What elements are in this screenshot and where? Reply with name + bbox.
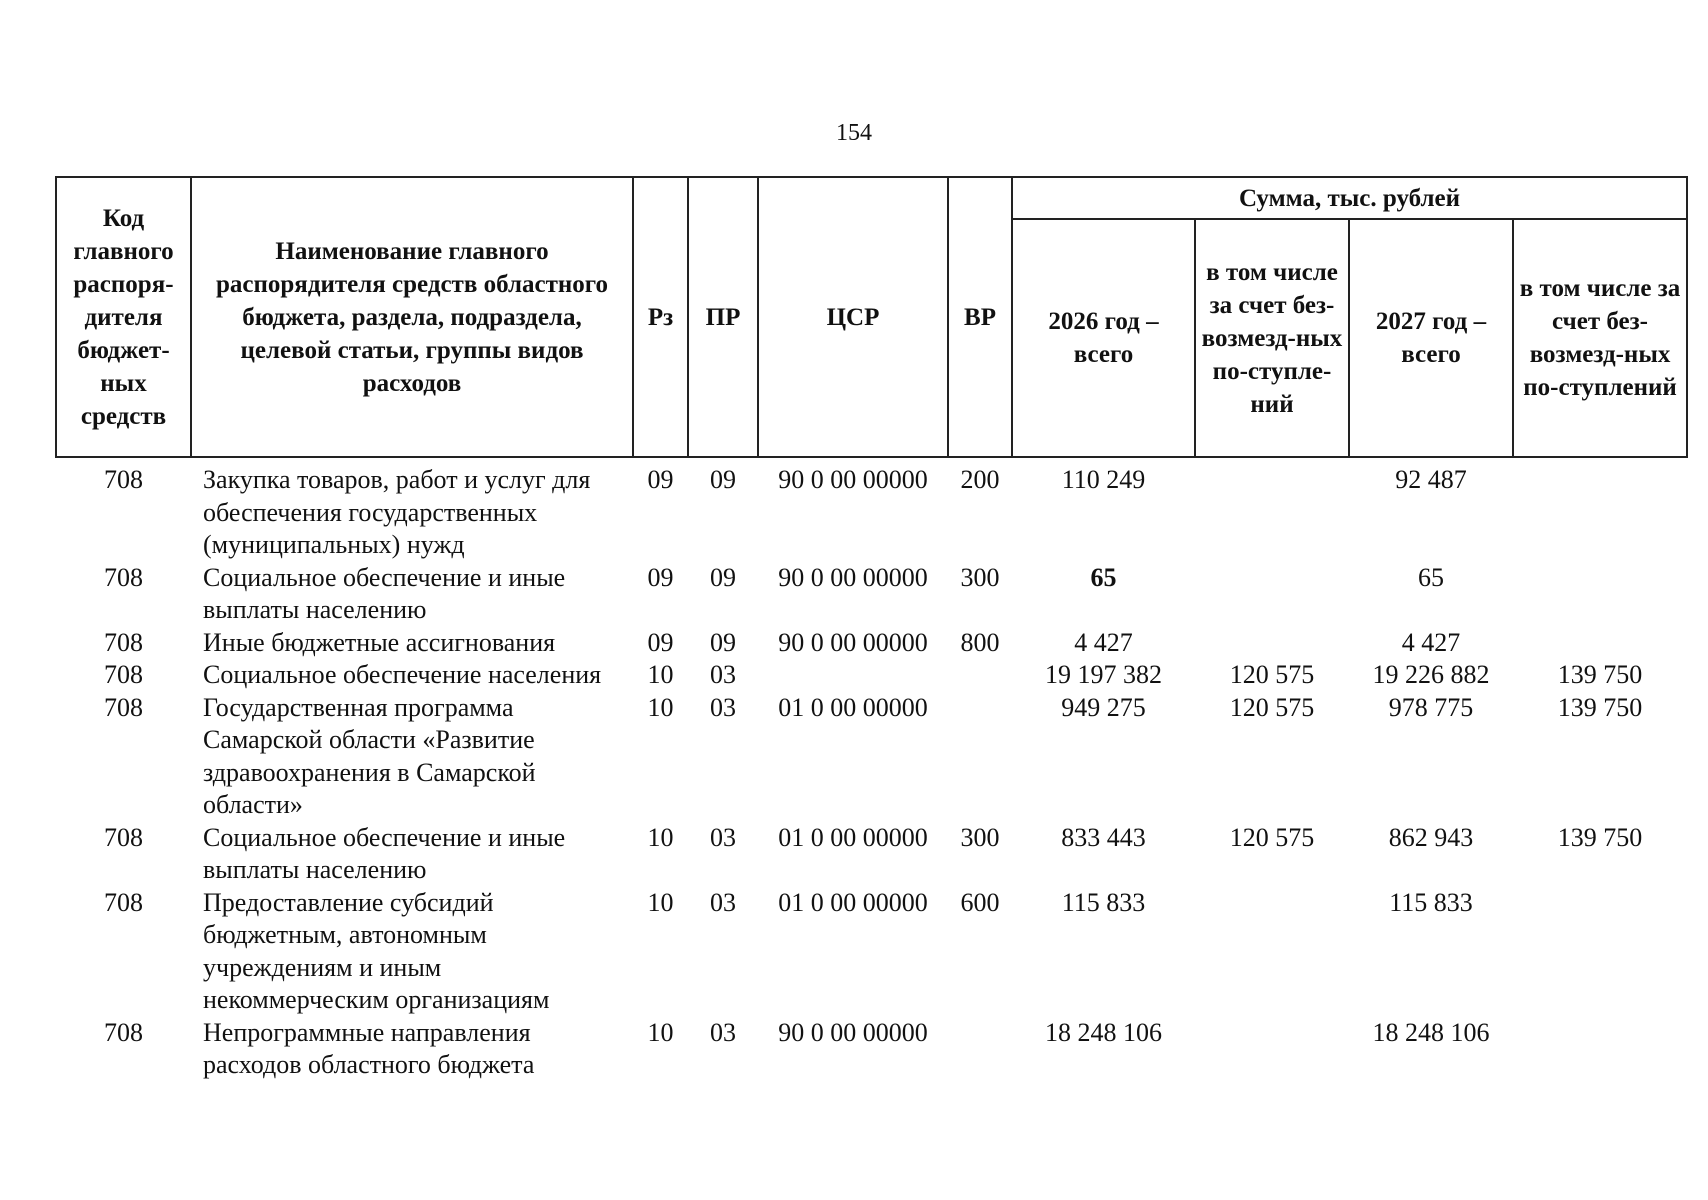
cell-name: Государственная программа Самарской области «Развитие здравоохранения в Самарской области» <box>203 692 536 819</box>
cell-pr: 03 <box>710 887 736 917</box>
cell-vr: 800 <box>960 627 1000 657</box>
cell-csr: 01 0 00 00000 <box>778 887 928 917</box>
cell-2026-grants: 120 575 <box>1229 692 1315 722</box>
cell-2027-grants: 139 750 <box>1557 660 1643 689</box>
cell-vr: 300 <box>960 822 1000 852</box>
cell-2026-total: 65 <box>1090 562 1117 592</box>
cell-pr: 03 <box>710 1017 736 1047</box>
cell-code: 708 <box>104 465 143 494</box>
cell-rz: 10 <box>647 692 674 722</box>
cell-2026-total: 949 275 <box>1061 692 1146 722</box>
cell-rz: 09 <box>647 627 674 657</box>
table-row <box>56 1017 1687 1082</box>
cell-vr: 600 <box>960 887 1000 917</box>
table-row <box>56 692 1687 822</box>
cell-rz: 10 <box>647 660 674 689</box>
cell-vr <box>948 659 1012 692</box>
table-row <box>56 627 1687 660</box>
cell-2026-grants: 120 575 <box>1229 660 1315 689</box>
header-vr: ВР <box>948 177 1012 457</box>
cell-rz: 10 <box>647 822 674 852</box>
cell-pr: 03 <box>710 692 736 722</box>
cell-vr <box>948 692 1012 822</box>
cell-2027-grants <box>1513 887 1687 1017</box>
cell-csr <box>758 659 948 692</box>
cell-2027-total: 18 248 106 <box>1372 1017 1490 1047</box>
budget-table <box>55 176 1688 1082</box>
cell-2027-total: 65 <box>1418 562 1444 592</box>
cell-csr: 90 0 00 00000 <box>778 1017 928 1047</box>
cell-2026-grants <box>1195 1017 1349 1082</box>
table-body <box>56 457 1687 1082</box>
header-2026-total: 2026 год – всего <box>1012 219 1195 457</box>
cell-2026-total: 833 443 <box>1061 822 1146 852</box>
header-name: Наименование главного распорядителя средств областного бюджета, раздела, подраздела, целевой статьи, группы видов расходов <box>191 177 633 457</box>
page-number: 154 <box>836 120 872 146</box>
cell-pr: 03 <box>710 822 736 852</box>
cell-vr: 200 <box>960 465 1000 494</box>
cell-2026-grants <box>1195 562 1349 627</box>
cell-2026-grants <box>1195 887 1349 1017</box>
header-csr: ЦСР <box>758 177 948 457</box>
cell-2027-grants: 139 750 <box>1557 692 1643 722</box>
cell-2026-total: 110 249 <box>1061 465 1146 494</box>
cell-2027-total: 92 487 <box>1395 465 1467 494</box>
cell-name: Непрограммные направления расходов областного бюджета <box>203 1017 535 1079</box>
cell-2026-grants: 120 575 <box>1229 822 1315 852</box>
cell-2027-total: 115 833 <box>1389 887 1473 917</box>
cell-rz: 09 <box>647 465 674 494</box>
cell-2027-grants <box>1513 457 1687 562</box>
table-row <box>56 659 1687 692</box>
cell-pr: 09 <box>710 465 736 494</box>
cell-2027-total: 4 427 <box>1401 627 1461 657</box>
cell-2026-total: 18 248 106 <box>1045 1017 1162 1047</box>
header-rz: Рз <box>633 177 688 457</box>
table-row <box>56 822 1687 887</box>
table-row <box>56 457 1687 562</box>
header-2026-grants: в том числе за счет без-возмезд-ных по-ступле-ний <box>1195 219 1349 457</box>
cell-rz: 10 <box>647 887 674 917</box>
cell-2027-grants <box>1513 562 1687 627</box>
cell-2027-grants <box>1513 627 1687 660</box>
cell-rz: 09 <box>647 562 674 592</box>
cell-code: 708 <box>104 887 143 917</box>
cell-2027-total: 19 226 882 <box>1372 660 1490 689</box>
cell-name: Предоставление субсидий бюджетным, автономным учреждениям и иным некоммерческим организациям <box>203 887 550 1014</box>
cell-csr: 90 0 00 00000 <box>778 627 928 657</box>
cell-name: Закупка товаров, работ и услуг для обеспечения государственных (муниципальных) нужд <box>203 465 591 559</box>
header-pr: ПР <box>688 177 758 457</box>
cell-csr: 01 0 00 00000 <box>778 822 928 852</box>
cell-code: 708 <box>104 822 143 852</box>
cell-pr: 09 <box>710 627 736 657</box>
cell-2027-grants: 139 750 <box>1557 822 1643 852</box>
cell-2027-total: 978 775 <box>1388 692 1474 722</box>
cell-vr: 300 <box>960 562 1000 592</box>
cell-csr: 90 0 00 00000 <box>778 465 928 494</box>
cell-code: 708 <box>104 562 143 592</box>
cell-pr: 09 <box>710 562 736 592</box>
cell-2027-total: 862 943 <box>1388 822 1474 852</box>
cell-vr <box>948 1017 1012 1082</box>
cell-2026-grants <box>1195 627 1349 660</box>
cell-2026-total: 4 427 <box>1074 627 1133 657</box>
cell-2027-grants <box>1513 1017 1687 1082</box>
header-sum-group: Сумма, тыс. рублей <box>1012 177 1687 219</box>
cell-name: Социальное обеспечение населения <box>203 660 602 689</box>
header-2027-grants: в том числе за счет без-возмезд-ных по-ступлений <box>1513 219 1687 457</box>
table-row <box>56 887 1687 1017</box>
cell-2026-grants <box>1195 457 1349 562</box>
cell-rz: 10 <box>647 1017 674 1047</box>
cell-2026-total: 19 197 382 <box>1045 660 1162 689</box>
header-code: Код главного распоря-дителя бюджет-ных средств <box>56 177 191 457</box>
table-header <box>56 177 1687 457</box>
header-2027-total: 2027 год – всего <box>1349 219 1513 457</box>
cell-2026-total: 115 833 <box>1061 887 1146 917</box>
cell-name: Иные бюджетные ассигнования <box>203 627 556 657</box>
cell-csr: 01 0 00 00000 <box>778 692 928 722</box>
cell-code: 708 <box>104 692 143 722</box>
cell-code: 708 <box>104 660 143 689</box>
table-row <box>56 562 1687 627</box>
cell-name: Социальное обеспечение и иные выплаты населению <box>203 562 566 624</box>
cell-code: 708 <box>104 1017 143 1047</box>
cell-csr: 90 0 00 00000 <box>778 562 928 592</box>
cell-code: 708 <box>104 627 143 657</box>
cell-name: Социальное обеспечение и иные выплаты населению <box>203 822 566 884</box>
cell-pr: 03 <box>710 660 736 689</box>
